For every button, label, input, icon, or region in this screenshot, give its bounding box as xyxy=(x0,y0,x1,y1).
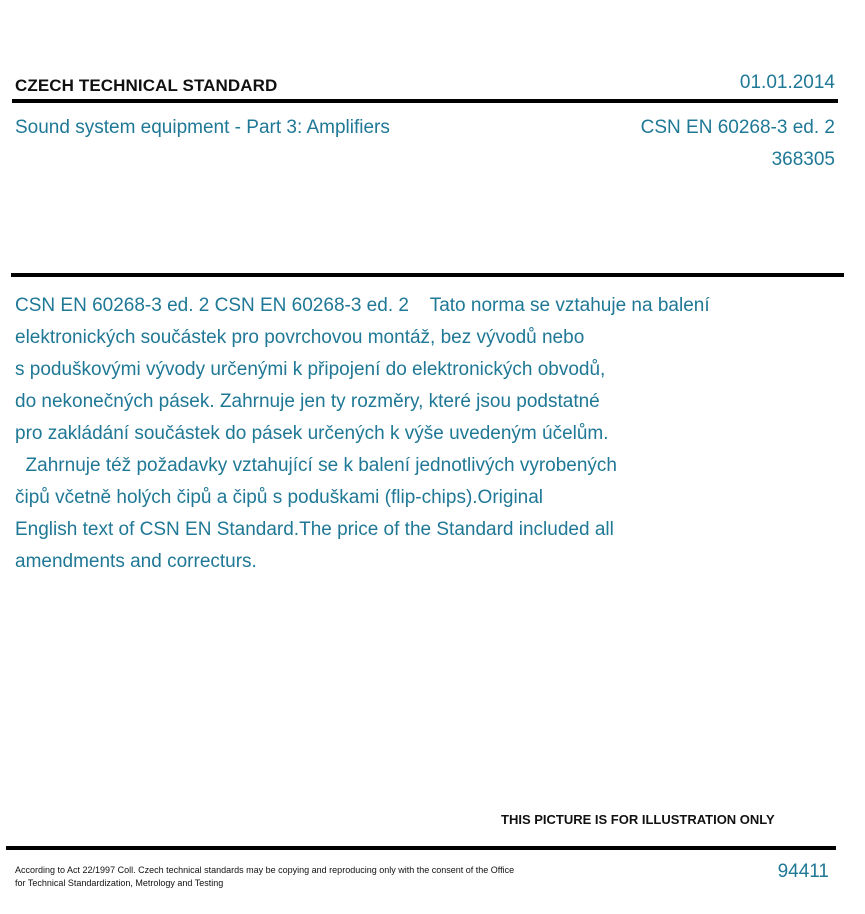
standard-description xyxy=(15,290,815,578)
legal-notice-line: for Technical Standardization, Metrology and Testing xyxy=(15,878,224,888)
legal-notice xyxy=(15,864,595,890)
document-title: Sound system equipment - Part 3: Amplifiers xyxy=(15,117,390,138)
description-line: Zahrnuje též požadavky vztahující se k balení jednotlivých vyrobených xyxy=(15,455,617,476)
description-line: pro zakládání součástek do pásek určených k výše uvedeným účelům. xyxy=(15,423,609,444)
footer-divider xyxy=(6,846,836,850)
publication-date: 01.01.2014 xyxy=(739,72,835,93)
standard-code: CSN EN 60268-3 ed. 2 xyxy=(640,117,835,138)
description-line: do nekonečných pásek. Zahrnuje jen ty rozměry, které jsou podstatné xyxy=(15,391,600,412)
description-line: elektronických součástek pro povrchovou montáž, bez vývodů nebo xyxy=(15,327,585,348)
description-line: s poduškovými vývody určenými k připojení do elektronických obvodů, xyxy=(15,359,606,380)
description-line: CSN EN 60268-3 ed. 2 CSN EN 60268-3 ed. 2 Tato norma se vztahuje na balení xyxy=(15,295,710,316)
standard-number: 368305 xyxy=(771,149,835,170)
description-line: amendments and correcturs. xyxy=(15,551,257,572)
description-line: čipů včetně holých čipů a čipů s poduškami (flip-chips).Original xyxy=(15,487,544,508)
illustration-disclaimer: THIS PICTURE IS FOR ILLUSTRATION ONLY xyxy=(501,812,775,827)
standard-category-heading: CZECH TECHNICAL STANDARD xyxy=(15,76,278,95)
description-line: English text of CSN EN Standard.The price of the Standard included all xyxy=(15,519,614,540)
section-divider xyxy=(11,273,844,277)
header-divider xyxy=(12,99,838,103)
page-code: 94411 xyxy=(777,861,829,882)
legal-notice-line: According to Act 22/1997 Coll. Czech technical standards may be copying and reproducing only with the consent of the Office xyxy=(15,865,515,875)
